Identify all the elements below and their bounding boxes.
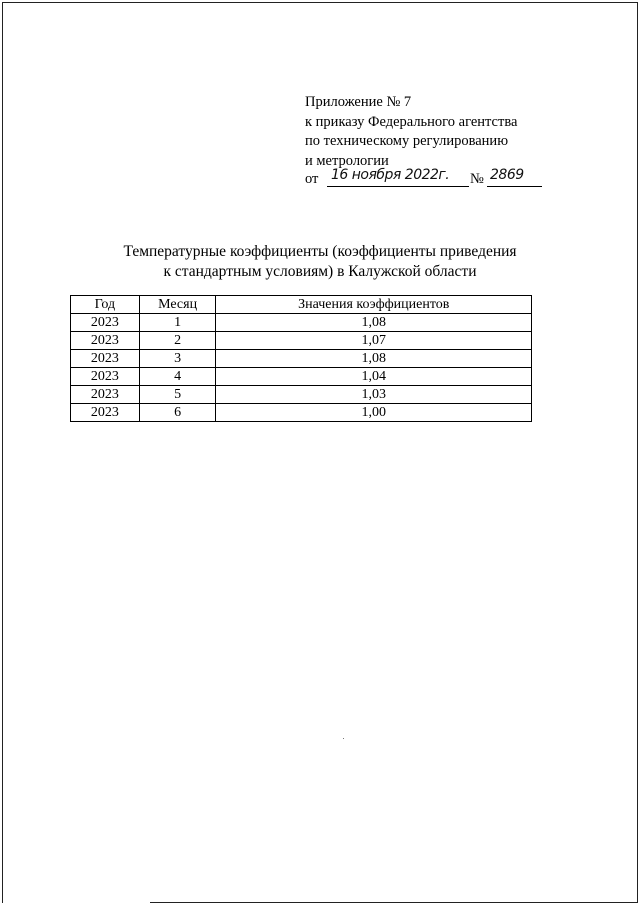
table-row — [71, 350, 532, 368]
table-row — [71, 404, 532, 422]
cell-value: 1,03 — [216, 386, 532, 404]
cell-value: 1,08 — [216, 350, 532, 368]
cell-year: 2023 — [71, 350, 140, 368]
title-line-2: к стандартным условиям) в Калужской области — [163, 263, 477, 280]
cell-month: 3 — [139, 350, 216, 368]
order-date-number-line — [305, 167, 550, 189]
handwritten-date: 16 ноября 2022г. — [331, 167, 450, 183]
appendix-line: Приложение № 7 — [305, 94, 412, 110]
header-month: Месяц — [139, 296, 216, 314]
number-underline — [487, 186, 542, 187]
table-row — [71, 314, 532, 332]
cell-month: 6 — [139, 404, 216, 422]
table-row — [71, 332, 532, 350]
page-border-right — [637, 2, 638, 903]
cell-year: 2023 — [71, 386, 140, 404]
cell-month: 4 — [139, 368, 216, 386]
scan-speck — [343, 738, 344, 739]
cell-value: 1,04 — [216, 368, 532, 386]
document-title — [60, 242, 580, 282]
cell-year: 2023 — [71, 332, 140, 350]
table-header-row — [71, 296, 532, 314]
appendix-line: к приказу Федерального агентства — [305, 113, 518, 130]
cell-year: 2023 — [71, 368, 140, 386]
cell-value: 1,07 — [216, 332, 532, 350]
table-row — [71, 386, 532, 404]
appendix-header — [305, 93, 555, 171]
handwritten-number: 2869 — [490, 167, 524, 183]
appendix-line: и метрологии — [305, 152, 389, 169]
cell-year: 2023 — [71, 404, 140, 422]
header-year: Год — [71, 296, 140, 314]
cell-month: 1 — [139, 314, 216, 332]
cell-month: 5 — [139, 386, 216, 404]
date-prefix: от — [305, 171, 319, 187]
page-border-left — [2, 2, 3, 903]
coefficients-table — [70, 295, 532, 422]
header-coefficient-values: Значения коэффициентов — [216, 296, 532, 314]
cell-value: 1,00 — [216, 404, 532, 422]
number-prefix: № — [470, 171, 484, 187]
table-row — [71, 368, 532, 386]
title-line-1: Температурные коэффициенты (коэффициенты приведения — [123, 243, 517, 260]
appendix-line: по техническому регулированию — [305, 133, 509, 149]
cell-month: 2 — [139, 332, 216, 350]
cell-year: 2023 — [71, 314, 140, 332]
cell-value: 1,08 — [216, 314, 532, 332]
date-underline — [327, 186, 469, 187]
page-border-bottom — [150, 902, 638, 903]
page-border-top — [2, 2, 638, 3]
